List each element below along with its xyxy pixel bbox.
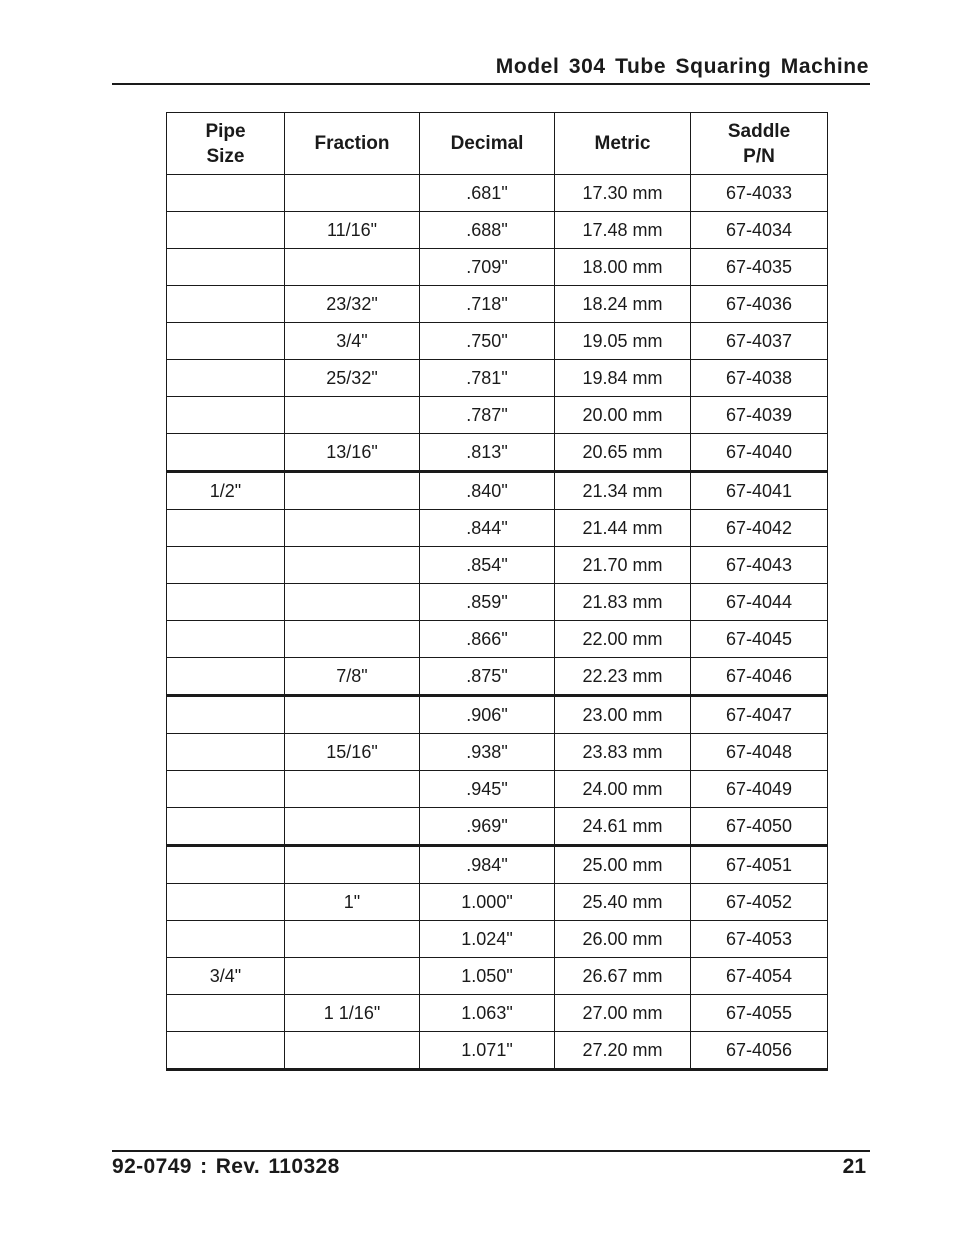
cell-saddle-pn: 67-4048 — [691, 734, 828, 771]
cell-pipe-size: 3/4" — [167, 958, 285, 995]
cell-fraction — [285, 547, 420, 584]
cell-fraction — [285, 472, 420, 510]
cell-saddle-pn: 67-4045 — [691, 621, 828, 658]
cell-metric: 18.00 mm — [555, 249, 691, 286]
cell-decimal: 1.000" — [420, 884, 555, 921]
header-decimal: Decimal — [420, 113, 555, 175]
cell-fraction: 23/32" — [285, 286, 420, 323]
cell-decimal: .750" — [420, 323, 555, 360]
cell-metric: 23.83 mm — [555, 734, 691, 771]
cell-saddle-pn: 67-4040 — [691, 434, 828, 472]
cell-decimal: .938" — [420, 734, 555, 771]
cell-decimal: .854" — [420, 547, 555, 584]
table-row — [167, 584, 828, 621]
table-row — [167, 286, 828, 323]
cell-metric: 25.00 mm — [555, 846, 691, 884]
cell-fraction — [285, 249, 420, 286]
table-row — [167, 323, 828, 360]
table-row — [167, 921, 828, 958]
cell-pipe-size — [167, 397, 285, 434]
cell-metric: 22.23 mm — [555, 658, 691, 696]
header-divider — [112, 83, 870, 85]
cell-saddle-pn: 67-4047 — [691, 696, 828, 734]
cell-decimal: .681" — [420, 175, 555, 212]
cell-metric: 27.00 mm — [555, 995, 691, 1032]
cell-decimal: .969" — [420, 808, 555, 846]
cell-pipe-size — [167, 360, 285, 397]
cell-pipe-size — [167, 212, 285, 249]
cell-decimal: .859" — [420, 584, 555, 621]
table-row — [167, 1032, 828, 1070]
cell-fraction — [285, 1032, 420, 1070]
cell-saddle-pn: 67-4043 — [691, 547, 828, 584]
page-header-title: Model 304 Tube Squaring Machine — [495, 55, 869, 78]
cell-decimal: .709" — [420, 249, 555, 286]
table-row — [167, 547, 828, 584]
cell-saddle-pn: 67-4041 — [691, 472, 828, 510]
cell-metric: 20.00 mm — [555, 397, 691, 434]
cell-fraction — [285, 621, 420, 658]
page-number: 21 — [842, 1155, 866, 1178]
cell-saddle-pn: 67-4052 — [691, 884, 828, 921]
table-row — [167, 397, 828, 434]
table-header-row — [167, 113, 828, 175]
document-revision: 92-0749 : Rev. 110328 — [112, 1155, 340, 1178]
table-row — [167, 212, 828, 249]
cell-metric: 21.83 mm — [555, 584, 691, 621]
cell-fraction: 25/32" — [285, 360, 420, 397]
table-row — [167, 734, 828, 771]
cell-pipe-size — [167, 846, 285, 884]
cell-pipe-size — [167, 1032, 285, 1070]
cell-fraction — [285, 921, 420, 958]
cell-saddle-pn: 67-4044 — [691, 584, 828, 621]
cell-saddle-pn: 67-4033 — [691, 175, 828, 212]
cell-pipe-size — [167, 286, 285, 323]
cell-metric: 27.20 mm — [555, 1032, 691, 1070]
cell-metric: 21.44 mm — [555, 510, 691, 547]
table-row — [167, 249, 828, 286]
cell-pipe-size — [167, 696, 285, 734]
cell-fraction — [285, 808, 420, 846]
header-pipe-size: Pipe Size — [167, 113, 285, 175]
cell-metric: 26.00 mm — [555, 921, 691, 958]
table-row — [167, 360, 828, 397]
header-fraction: Fraction — [285, 113, 420, 175]
cell-pipe-size — [167, 175, 285, 212]
cell-decimal: .866" — [420, 621, 555, 658]
cell-metric: 21.70 mm — [555, 547, 691, 584]
table-row — [167, 958, 828, 995]
cell-pipe-size — [167, 921, 285, 958]
cell-pipe-size: 1/2" — [167, 472, 285, 510]
cell-metric: 19.05 mm — [555, 323, 691, 360]
cell-decimal: .787" — [420, 397, 555, 434]
cell-metric: 20.65 mm — [555, 434, 691, 472]
cell-decimal: .906" — [420, 696, 555, 734]
cell-decimal: .688" — [420, 212, 555, 249]
cell-pipe-size — [167, 808, 285, 846]
cell-fraction — [285, 584, 420, 621]
cell-decimal: 1.024" — [420, 921, 555, 958]
header-saddle-pn: Saddle P/N — [691, 113, 828, 175]
cell-metric: 17.30 mm — [555, 175, 691, 212]
cell-fraction: 1 1/16" — [285, 995, 420, 1032]
cell-decimal: 1.063" — [420, 995, 555, 1032]
cell-metric: 22.00 mm — [555, 621, 691, 658]
cell-saddle-pn: 67-4039 — [691, 397, 828, 434]
cell-pipe-size — [167, 510, 285, 547]
table-row — [167, 510, 828, 547]
cell-metric: 17.48 mm — [555, 212, 691, 249]
cell-pipe-size — [167, 884, 285, 921]
table-row — [167, 472, 828, 510]
cell-saddle-pn: 67-4042 — [691, 510, 828, 547]
cell-decimal: .945" — [420, 771, 555, 808]
cell-decimal: 1.050" — [420, 958, 555, 995]
cell-pipe-size — [167, 584, 285, 621]
cell-saddle-pn: 67-4035 — [691, 249, 828, 286]
cell-fraction: 15/16" — [285, 734, 420, 771]
cell-pipe-size — [167, 323, 285, 360]
table-row — [167, 995, 828, 1032]
cell-fraction: 11/16" — [285, 212, 420, 249]
cell-fraction — [285, 397, 420, 434]
cell-pipe-size — [167, 249, 285, 286]
cell-saddle-pn: 67-4049 — [691, 771, 828, 808]
table-row — [167, 696, 828, 734]
cell-saddle-pn: 67-4055 — [691, 995, 828, 1032]
cell-pipe-size — [167, 771, 285, 808]
cell-fraction — [285, 175, 420, 212]
cell-decimal: .718" — [420, 286, 555, 323]
cell-fraction: 1" — [285, 884, 420, 921]
cell-fraction: 3/4" — [285, 323, 420, 360]
cell-pipe-size — [167, 995, 285, 1032]
cell-fraction — [285, 696, 420, 734]
cell-fraction — [285, 510, 420, 547]
cell-saddle-pn: 67-4054 — [691, 958, 828, 995]
cell-decimal: .875" — [420, 658, 555, 696]
table-row — [167, 771, 828, 808]
cell-decimal: .813" — [420, 434, 555, 472]
cell-saddle-pn: 67-4051 — [691, 846, 828, 884]
cell-saddle-pn: 67-4037 — [691, 323, 828, 360]
cell-metric: 23.00 mm — [555, 696, 691, 734]
cell-decimal: .840" — [420, 472, 555, 510]
header-metric: Metric — [555, 113, 691, 175]
cell-metric: 21.34 mm — [555, 472, 691, 510]
cell-fraction: 7/8" — [285, 658, 420, 696]
table-row — [167, 846, 828, 884]
cell-saddle-pn: 67-4038 — [691, 360, 828, 397]
table-row — [167, 884, 828, 921]
cell-saddle-pn: 67-4056 — [691, 1032, 828, 1070]
table-row — [167, 621, 828, 658]
cell-pipe-size — [167, 434, 285, 472]
cell-metric: 19.84 mm — [555, 360, 691, 397]
table-row — [167, 434, 828, 472]
table-row — [167, 175, 828, 212]
cell-decimal: .984" — [420, 846, 555, 884]
cell-metric: 25.40 mm — [555, 884, 691, 921]
cell-metric: 18.24 mm — [555, 286, 691, 323]
cell-metric: 26.67 mm — [555, 958, 691, 995]
table-row — [167, 808, 828, 846]
cell-decimal: 1.071" — [420, 1032, 555, 1070]
cell-metric: 24.00 mm — [555, 771, 691, 808]
cell-fraction — [285, 958, 420, 995]
saddle-size-table — [166, 112, 828, 1071]
cell-pipe-size — [167, 658, 285, 696]
table-row — [167, 658, 828, 696]
cell-decimal: .844" — [420, 510, 555, 547]
cell-fraction — [285, 846, 420, 884]
cell-pipe-size — [167, 621, 285, 658]
cell-saddle-pn: 67-4053 — [691, 921, 828, 958]
cell-saddle-pn: 67-4034 — [691, 212, 828, 249]
cell-fraction — [285, 771, 420, 808]
cell-metric: 24.61 mm — [555, 808, 691, 846]
cell-pipe-size — [167, 734, 285, 771]
cell-saddle-pn: 67-4036 — [691, 286, 828, 323]
footer-divider — [112, 1150, 870, 1152]
cell-pipe-size — [167, 547, 285, 584]
cell-saddle-pn: 67-4050 — [691, 808, 828, 846]
cell-fraction: 13/16" — [285, 434, 420, 472]
cell-decimal: .781" — [420, 360, 555, 397]
cell-saddle-pn: 67-4046 — [691, 658, 828, 696]
